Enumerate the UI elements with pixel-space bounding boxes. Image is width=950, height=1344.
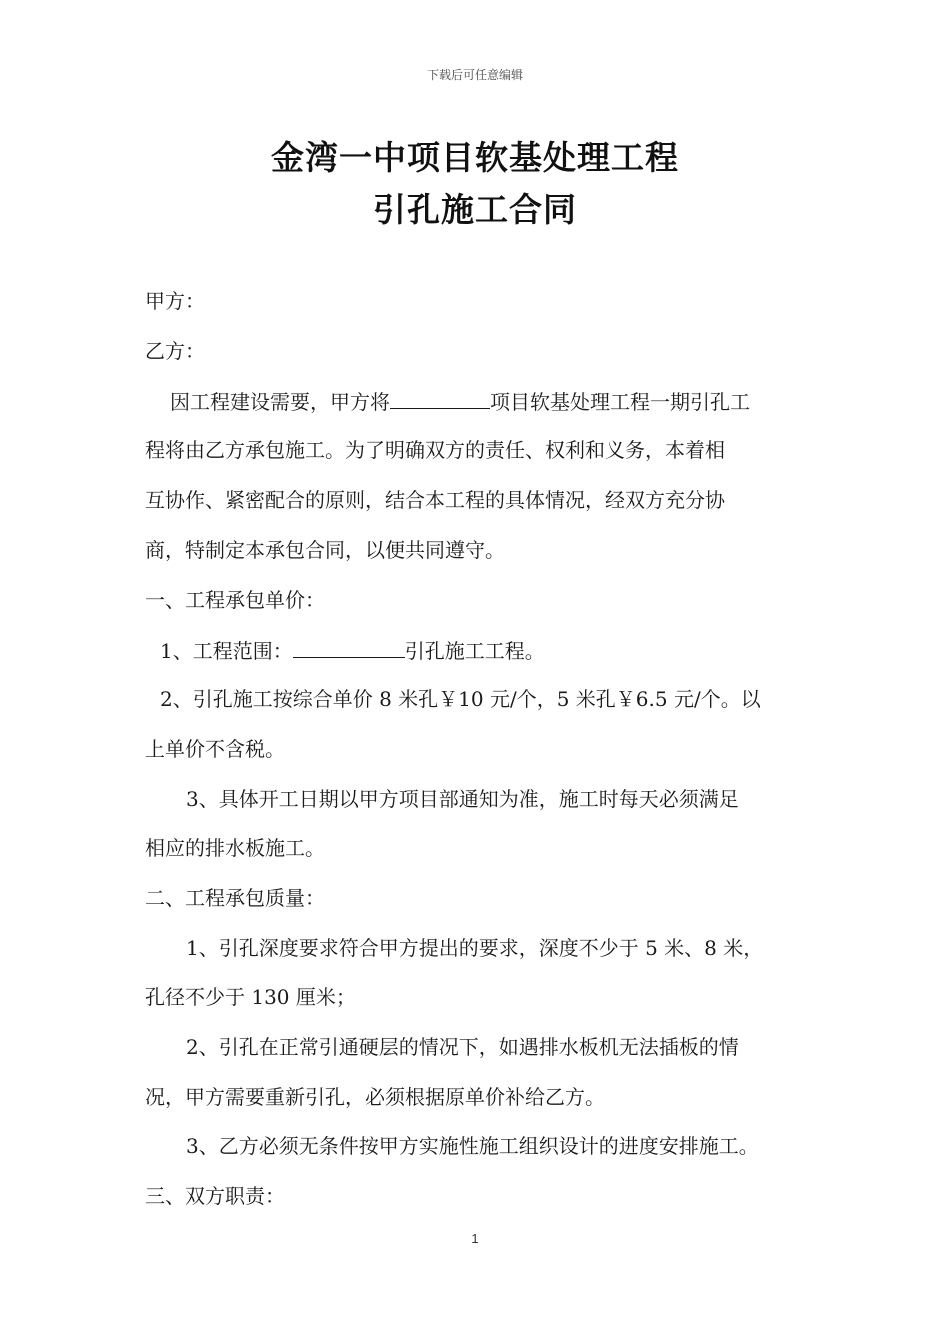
intro-line-4: 商，特制定本承包合同，以便共同遵守。 — [145, 538, 505, 562]
title-line-1: 金湾一中项目软基处理工程 — [271, 138, 679, 177]
intro-text-1a: 因工程建设需要，甲方将 — [170, 390, 390, 414]
header-note: 下载后可任意编辑 — [426, 68, 523, 82]
intro-text-1b: 项目软基处理工程一期引孔工 — [490, 390, 750, 414]
section-2-heading: 二、工程承包质量： — [145, 886, 325, 910]
section-2-item-2-line-1: 2、引孔在正常引通硬层的情况下，如遇排水板机无法插板的情 — [186, 1035, 739, 1059]
party-a-label: 甲方： — [145, 289, 205, 313]
scope-blank — [293, 635, 405, 658]
section-2-item-1-line-1: 1、引孔深度要求符合甲方提出的要求，深度不少于 5 米、8 米， — [186, 936, 764, 960]
section-2-item-3-line-1: 3、乙方必须无条件按甲方实施性施工组织设计的进度安排施工。 — [186, 1134, 759, 1158]
title-line-2: 引孔施工合同 — [373, 190, 577, 229]
section-1-heading: 一、工程承包单价： — [145, 588, 325, 612]
section-1-item-3-line-1: 3、具体开工日期以甲方项目部通知为准，施工时每天必须满足 — [186, 787, 739, 811]
section-2-item-2-line-2: 况，甲方需要重新引孔，必须根据原单价补给乙方。 — [145, 1085, 605, 1109]
scope-text: 引孔施工工程。 — [404, 639, 545, 663]
section-1-item-1 — [160, 635, 840, 665]
section-3-heading: 三、双方职责： — [145, 1184, 285, 1208]
intro-line-3: 互协作、紧密配合的原则，结合本工程的具体情况，经双方充分协 — [145, 488, 725, 512]
party-b-label: 乙方： — [145, 339, 205, 363]
intro-line-2: 程将由乙方承包施工。为了明确双方的责任、权利和义务，本着相 — [145, 438, 725, 462]
scope-label: 1、工程范围： — [160, 639, 293, 663]
section-1-item-3-line-2: 相应的排水板施工。 — [145, 836, 325, 860]
section-1-item-2-line-1: 2、引孔施工按综合单价 8 米孔￥10 元/个，5 米孔￥6.5 元/个。以 — [160, 687, 761, 711]
intro-line-1 — [170, 386, 850, 416]
project-name-blank — [390, 386, 490, 409]
section-1-item-2-line-2: 上单价不含税。 — [145, 737, 285, 761]
section-2-item-1-line-2: 孔径不少于 130 厘米； — [145, 985, 356, 1009]
page-number: 1 — [471, 1231, 479, 1246]
